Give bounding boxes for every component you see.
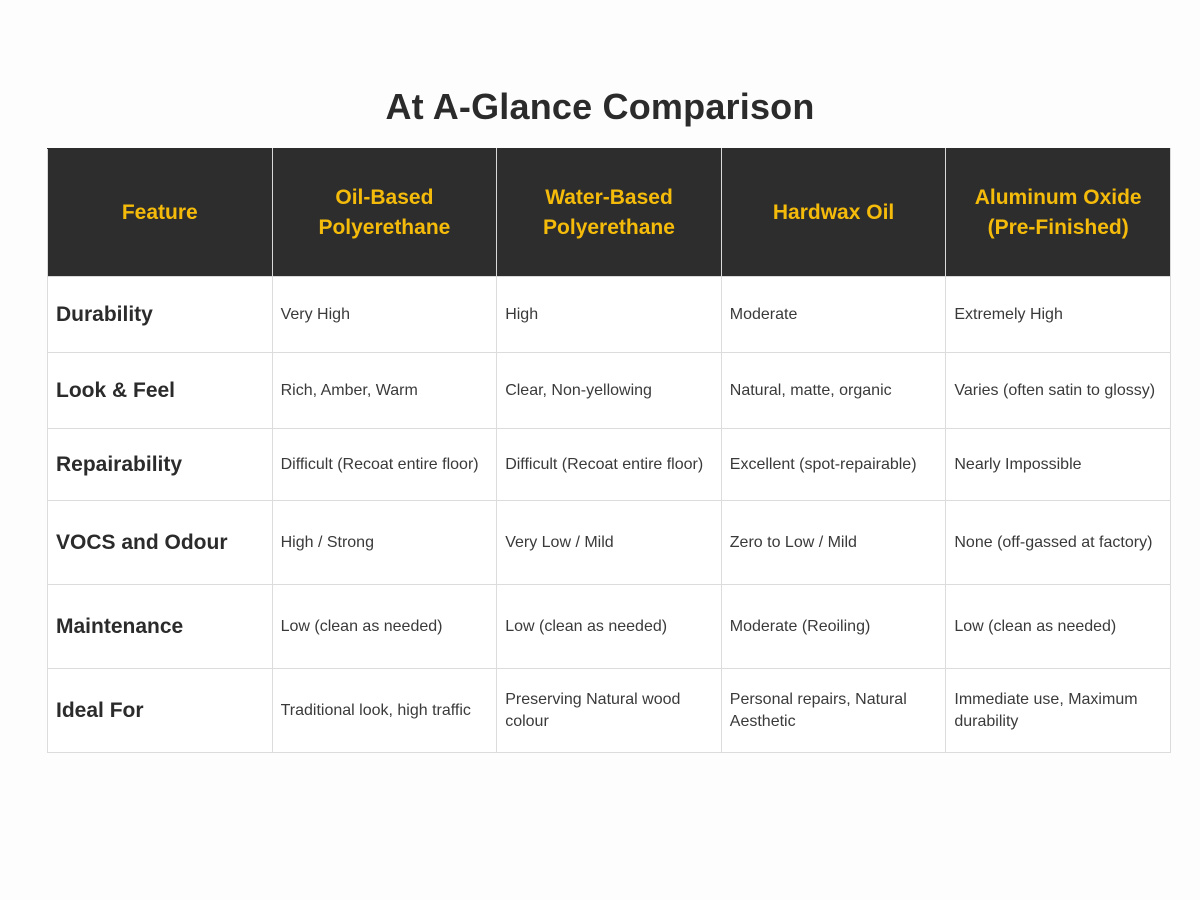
table-cell: Very High [272,277,497,353]
table-cell: Natural, matte, organic [721,353,946,429]
table-cell: Rich, Amber, Warm [272,353,497,429]
table-row [48,669,1171,753]
table-cell: Low (clean as needed) [272,585,497,669]
table-cell: Preserving Natural wood colour [497,669,722,753]
table-cell: Low (clean as needed) [946,585,1171,669]
table-cell: High [497,277,722,353]
row-feature-label: Maintenance [48,585,273,669]
table-cell: Extremely High [946,277,1171,353]
table-cell: None (off-gassed at factory) [946,501,1171,585]
table-row [48,429,1171,501]
table-cell: Very Low / Mild [497,501,722,585]
table-cell: Moderate [721,277,946,353]
header-hardwax-oil: Hardwax Oil [721,149,946,277]
header-aluminum-oxide: Aluminum Oxide (Pre-Finished) [946,149,1171,277]
table-cell: Varies (often satin to glossy) [946,353,1171,429]
table-cell: Excellent (spot-repairable) [721,429,946,501]
table-cell: Low (clean as needed) [497,585,722,669]
header-oil-based-polyurethane: Oil-Based Polyerethane [272,149,497,277]
row-feature-label: Repairability [48,429,273,501]
comparison-table [47,148,1171,753]
table-cell: Nearly Impossible [946,429,1171,501]
table-cell: Difficult (Recoat entire floor) [497,429,722,501]
page-title: At A-Glance Comparison [385,86,815,127]
table-cell: Personal repairs, Natural Aesthetic [721,669,946,753]
table-cell: Zero to Low / Mild [721,501,946,585]
row-feature-label: Look & Feel [48,353,273,429]
header-feature: Feature [48,149,273,277]
table-cell: Immediate use, Maximum durability [946,669,1171,753]
table-row [48,501,1171,585]
row-feature-label: VOCS and Odour [48,501,273,585]
header-water-based-polyurethane: Water-Based Polyerethane [497,149,722,277]
table-cell: Traditional look, high traffic [272,669,497,753]
row-feature-label: Durability [48,277,273,353]
row-feature-label: Ideal For [48,669,273,753]
table-row [48,585,1171,669]
table-cell: Difficult (Recoat entire floor) [272,429,497,501]
table-cell: High / Strong [272,501,497,585]
table-header-row [48,149,1171,277]
table-cell: Moderate (Reoiling) [721,585,946,669]
table-row [48,277,1171,353]
table-row [48,353,1171,429]
table-cell: Clear, Non-yellowing [497,353,722,429]
